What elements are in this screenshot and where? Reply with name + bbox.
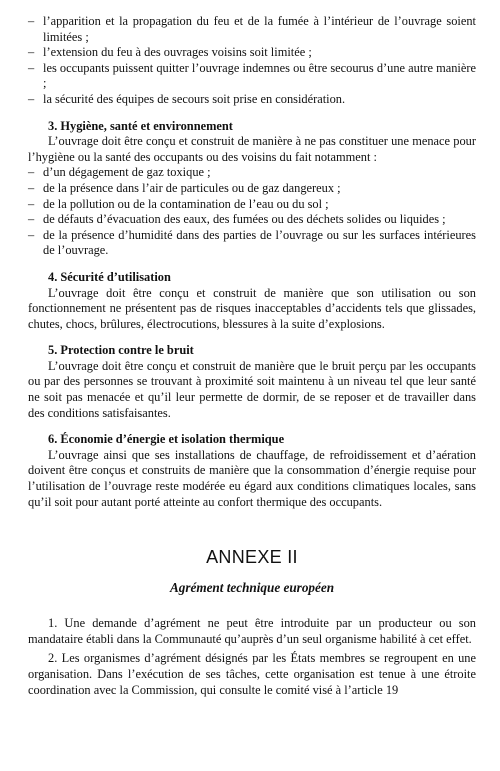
list-dash: – xyxy=(28,45,35,60)
list-item: – de la présence d’humidité dans des parties de l’ouvrage ou sur les surfaces intérieures de l’ouvrage. xyxy=(28,227,476,258)
list-item: – l’apparition et la propagation du feu et de la fumée à l’intérieur de l’ouvrage soient limitées ; xyxy=(28,14,476,44)
list-dash: – xyxy=(28,91,35,106)
numbered-paragraph: 2. Les organismes d’agrément désignés par les États membres se regroupent en une organisation. Dans l’exécution de ses tâches, cette organisation est tenue à une étroite coordination avec la Commission, qui consulte le comité visé à l’article 19 xyxy=(28,651,476,697)
list-item: – d’un dégagement de gaz toxique ; xyxy=(28,165,211,180)
annex-title: ANNEXE II xyxy=(206,547,298,568)
list-dash: – xyxy=(28,212,35,227)
numbered-paragraph: 1. Une demande d’agrément ne peut être introduite par un producteur ou son mandataire établi dans la Communauté qu’auprès d’un seul organisme habilité à cet effet. xyxy=(28,616,476,646)
section-title: 6. Économie d’énergie et isolation thermique xyxy=(48,432,285,447)
section-paragraph: L’ouvrage doit être conçu et construit de manière que le bruit perçu par les occupants ou par des personnes se trouvant à proximité soit maintenu à un niveau tel que leur santé ne soit pas menacée et qu’il leur permette de dormir, de se reposer et de travailler dans des conditions satisfaisantes. xyxy=(28,358,476,420)
list-dash: – xyxy=(28,165,35,180)
section-hygiene xyxy=(28,119,476,259)
list-item: – de la pollution ou de la contamination de l’eau ou du sol ; xyxy=(28,196,329,211)
section-paragraph: L’ouvrage doit être conçu et construit de manière à ne pas constituer une menace pour l’hygiène ou la santé des occupants ou des voisins du fait notamment : xyxy=(28,134,476,164)
list-item: – la sécurité des équipes de secours soit prise en considération. xyxy=(28,91,346,106)
section-title: 5. Protection contre le bruit xyxy=(48,343,194,358)
list-dash: – xyxy=(28,14,35,28)
section-paragraph: L’ouvrage doit être conçu et construit de manière que son utilisation ou son fonctionnement ne présentent pas de risques inacceptables d’accidents tels que glissades, chutes, chocs, brûlures, électrocutions, blessures à la suite d’explosions. xyxy=(28,285,476,331)
list-item: – de la présence dans l’air de particules ou de gaz dangereux ; xyxy=(28,180,341,195)
section-safety-in-use xyxy=(28,270,476,332)
annex-subtitle: Agrément technique européen xyxy=(169,580,335,596)
list-item: – l’extension du feu à des ouvrages voisins soit limitée ; xyxy=(28,45,312,60)
list-dash: – xyxy=(28,227,35,242)
list-dash: – xyxy=(28,60,35,75)
list-item: – les occupants puissent quitter l’ouvrage indemnes ou être secourus d’une autre manière ; xyxy=(28,60,476,91)
list-dash: – xyxy=(28,180,35,195)
section-title: 4. Sécurité d’utilisation xyxy=(48,269,171,284)
section-energy-economy xyxy=(28,432,476,510)
section-title: 3. Hygiène, santé et environnement xyxy=(48,118,233,133)
list-dash: – xyxy=(28,196,35,211)
section-paragraph: L’ouvrage ainsi que ses installations de chauffage, de refroidissement et d’aération doivent être conçus et construits de manière que la consommation d’énergie requise pour l’utilisation de l’ouvrage reste modérée eu égard aux conditions climatiques locales, sans qu’il soit pour autant porté atteinte au confort thermique des occupants. xyxy=(28,447,476,509)
list-item: – de défauts d’évacuation des eaux, des fumées ou des déchets solides ou liquides ; xyxy=(28,212,446,227)
intro-list xyxy=(28,14,476,108)
section-noise-protection xyxy=(28,343,476,421)
